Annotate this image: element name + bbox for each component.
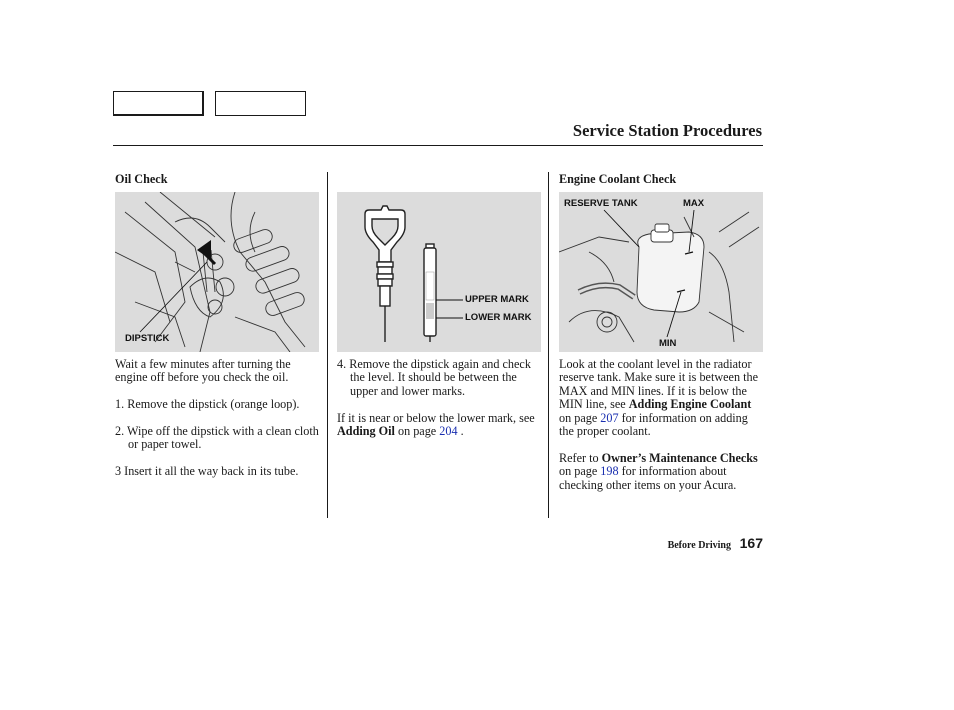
coolant-paragraph-2 [559, 452, 764, 492]
oil-near-end: . [460, 424, 464, 439]
maintenance-checks-ref: Owner’s Maintenance Checks [601, 450, 758, 465]
reserve-tank-illustration [559, 192, 763, 352]
oil-step-1: 1. Remove the dipstick (orange loop). [115, 397, 300, 412]
lower-mark-label: LOWER MARK [465, 312, 532, 323]
oil-on-page-text: on page [397, 424, 437, 439]
oil-near-paragraph [337, 412, 542, 439]
coolant-p2-onpage: on page [559, 464, 598, 479]
dipstick-location-figure [115, 192, 319, 352]
engine-bay-illustration [115, 192, 319, 352]
dipstick-marks-figure [337, 192, 541, 352]
adding-coolant-ref: Adding Engine Coolant [628, 397, 752, 412]
reserve-tank-label: RESERVE TANK [564, 198, 638, 209]
oil-level-text [337, 358, 542, 452]
header-rule [113, 145, 763, 146]
max-label: MAX [683, 198, 705, 209]
tab-box-active [113, 91, 204, 116]
coolant-check-heading: Engine Coolant Check [559, 172, 677, 186]
page-title: Service Station Procedures [572, 121, 762, 140]
dipstick-label: DIPSTICK [125, 333, 170, 344]
dipstick-illustration [337, 192, 541, 352]
adding-oil-ref: Adding Oil [337, 424, 395, 439]
min-label: MIN [659, 338, 677, 349]
footer-section: Before Driving [667, 540, 731, 551]
oil-near-text: If it is near or below the lower mark, see [337, 410, 535, 425]
coolant-tank-figure [559, 192, 763, 352]
page-link-198[interactable]: 198 [600, 464, 619, 479]
coolant-p1-end: for information on adding the proper coolant. [559, 410, 748, 439]
page-link-207[interactable]: 207 [600, 410, 619, 425]
oil-check-text [115, 358, 325, 492]
page-link-204[interactable]: 204 [439, 424, 458, 439]
coolant-p2-start: Refer to [559, 450, 599, 465]
oil-intro: Wait a few minutes after turning the engine off before you check the oil. [115, 357, 291, 385]
oil-check-heading: Oil Check [115, 172, 168, 186]
coolant-text [559, 358, 764, 505]
page-number: 167 [739, 535, 763, 551]
coolant-p1-onpage: on page [559, 410, 598, 425]
column-divider-2 [548, 172, 549, 518]
oil-step-3: 3 Insert it all the way back in its tube. [115, 464, 299, 479]
column-divider-1 [327, 172, 328, 518]
tab-box [215, 91, 306, 116]
coolant-p1-text: Look at the coolant level in the radiator reserve tank. Make sure it is between the MAX and MIN lines. If it is below the MIN line, see [559, 357, 758, 412]
coolant-p2-end: for information about checking other items on your Acura. [559, 464, 737, 492]
coolant-paragraph-1 [559, 358, 764, 438]
oil-step-4: 4. Remove the dipstick again and check the level. It should be between the upper and lower marks. [337, 357, 531, 398]
upper-mark-label: UPPER MARK [465, 294, 529, 305]
oil-step-2: 2. Wipe off the dipstick with a clean cloth or paper towel. [115, 424, 319, 452]
